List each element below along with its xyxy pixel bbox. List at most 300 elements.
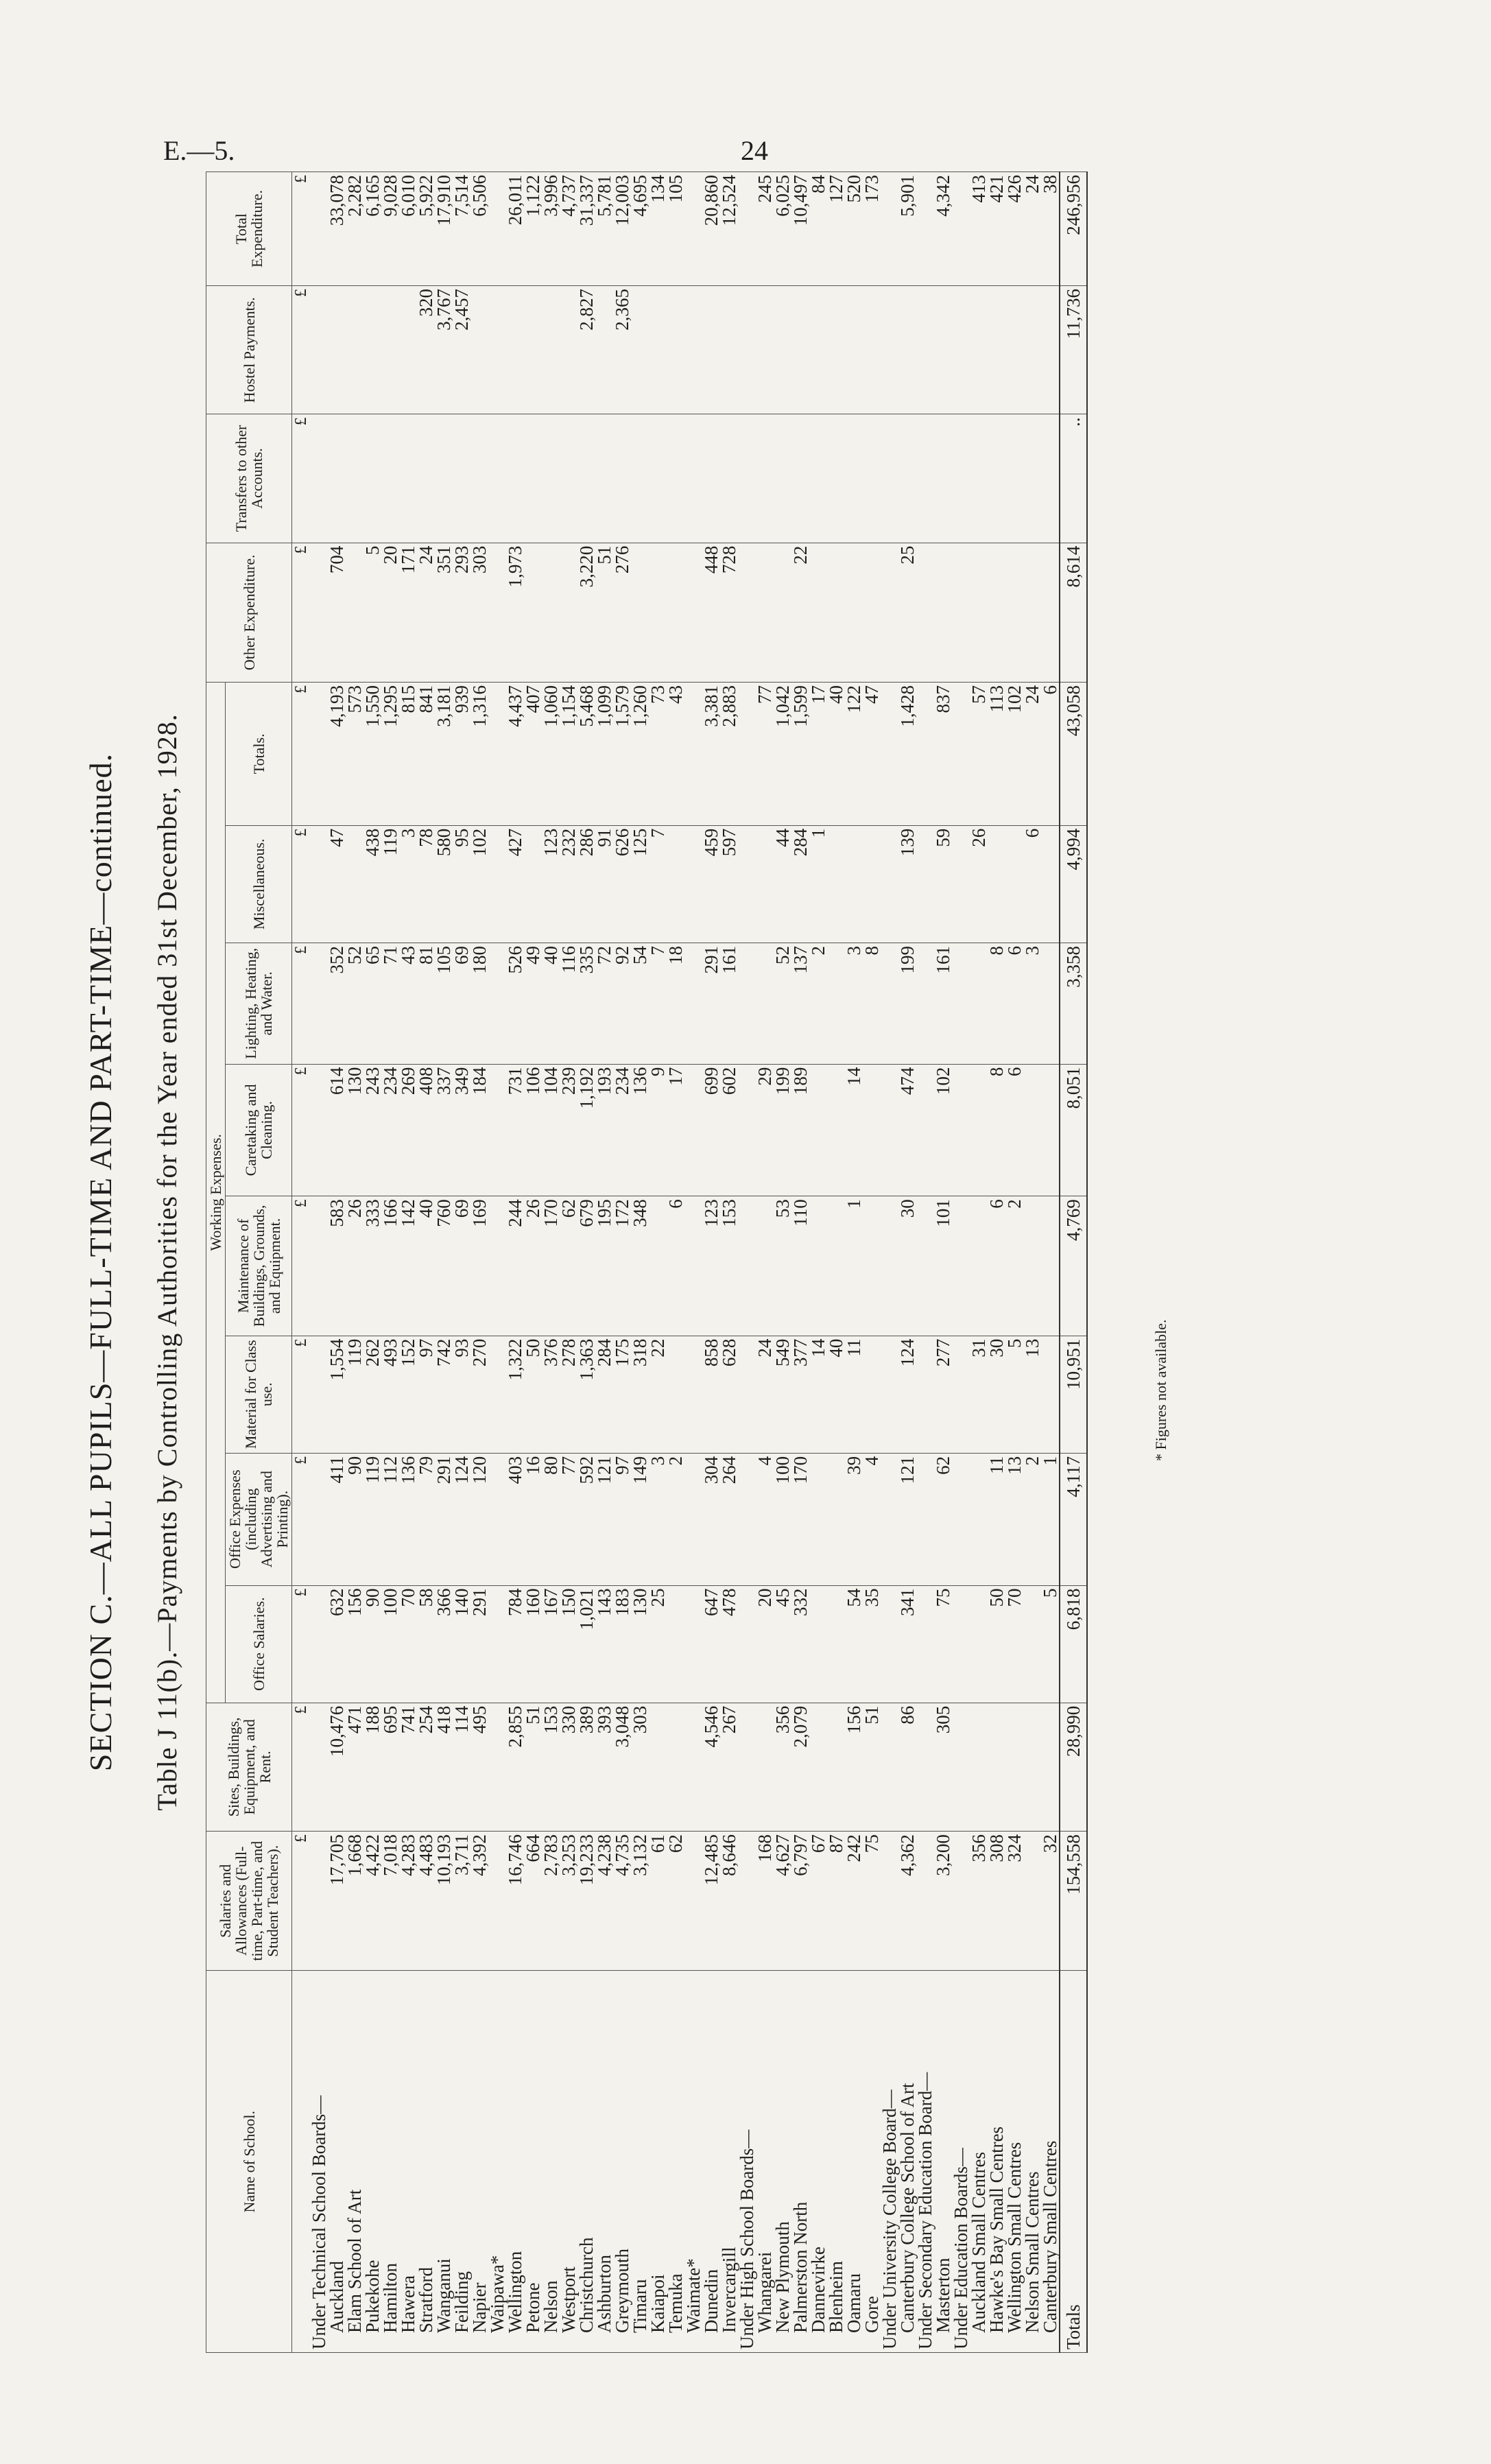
value-cell: 44 xyxy=(774,825,791,943)
value-cell xyxy=(649,286,667,414)
value-cell: 2 xyxy=(1023,1453,1041,1585)
value-cell xyxy=(488,1703,506,1831)
value-cell: 61 xyxy=(649,1832,667,1971)
unit: £ xyxy=(292,825,311,943)
value-cell xyxy=(756,825,774,943)
col-maintenance: Maintenance of Buildings, Grounds, and Equipment. xyxy=(226,1196,292,1336)
value-cell: 3,220 xyxy=(577,543,595,682)
value-cell xyxy=(1023,1832,1041,1971)
school-name: Stratford xyxy=(417,1971,435,2353)
group-header-row xyxy=(738,172,756,2353)
value-cell xyxy=(863,414,881,543)
value-cell: 40 xyxy=(827,682,845,825)
school-name: New Plymouth xyxy=(774,1971,791,2353)
school-name: Dannevirke xyxy=(809,1971,827,2353)
value-cell: 4,735 xyxy=(613,1832,631,1971)
value-cell: 122 xyxy=(845,682,863,825)
value-cell: 54 xyxy=(845,1585,863,1703)
school-name: Pukekohe xyxy=(363,1971,381,2353)
footnote: * Figures not available. xyxy=(1152,1319,1169,1461)
unit: £ xyxy=(292,543,311,682)
value-cell: 184 xyxy=(470,1064,488,1196)
unit: £ xyxy=(292,1336,311,1453)
value-cell xyxy=(310,1196,328,1336)
value-cell: 3 xyxy=(845,943,863,1065)
value-cell xyxy=(952,1703,970,1831)
value-cell: 193 xyxy=(595,1064,613,1196)
table-row xyxy=(613,172,631,2353)
value-cell: 4,283 xyxy=(399,1832,417,1971)
school-name: Gore xyxy=(863,1971,881,2353)
value-cell xyxy=(488,414,506,543)
value-cell: 5,922 xyxy=(417,172,435,286)
value-cell: 448 xyxy=(702,543,720,682)
col-name: Name of School. xyxy=(206,1971,292,2353)
value-cell: 741 xyxy=(399,1703,417,1831)
value-cell: 168 xyxy=(756,1832,774,1971)
value-cell: 267 xyxy=(720,1703,738,1831)
value-cell: 293 xyxy=(453,543,470,682)
value-cell: 335 xyxy=(577,943,595,1065)
school-name: Feilding xyxy=(453,1971,470,2353)
value-cell xyxy=(916,543,934,682)
col-salaries: Salaries and Allowances (Full-time, Part-time, and Student Teachers). xyxy=(206,1832,292,1971)
value-cell: 97 xyxy=(417,1336,435,1453)
value-cell: 239 xyxy=(560,1064,577,1196)
value-cell: 62 xyxy=(934,1453,952,1585)
value-cell xyxy=(898,286,916,414)
value-cell xyxy=(488,943,506,1065)
value-cell xyxy=(310,172,328,286)
table-row xyxy=(863,172,881,2353)
value-cell xyxy=(988,825,1005,943)
col-caretaking: Caretaking and Cleaning. xyxy=(226,1064,292,1196)
value-cell xyxy=(613,414,631,543)
value-cell xyxy=(934,414,952,543)
value-cell xyxy=(684,414,702,543)
value-cell: 234 xyxy=(613,1064,631,1196)
value-cell: 86 xyxy=(898,1703,916,1831)
value-cell: 269 xyxy=(399,1064,417,1196)
value-cell: 14 xyxy=(845,1064,863,1196)
school-name: Hawera xyxy=(399,1971,417,2353)
value-cell xyxy=(684,172,702,286)
value-cell: 351 xyxy=(435,543,453,682)
value-cell: 19,233 xyxy=(577,1832,595,1971)
value-cell xyxy=(524,543,542,682)
value-cell: 10,476 xyxy=(328,1703,346,1831)
value-cell xyxy=(310,1453,328,1585)
value-cell: 695 xyxy=(381,1703,399,1831)
value-cell: 183 xyxy=(613,1585,631,1703)
value-cell: 51 xyxy=(595,543,613,682)
value-cell xyxy=(916,286,934,414)
value-cell xyxy=(684,682,702,825)
value-cell: 6,797 xyxy=(791,1832,809,1971)
value-cell: 337 xyxy=(435,1064,453,1196)
value-cell: 160 xyxy=(524,1585,542,1703)
value-cell: 156 xyxy=(346,1585,363,1703)
value-cell: 6 xyxy=(1005,943,1023,1065)
value-cell: 284 xyxy=(595,1336,613,1453)
value-cell: 121 xyxy=(898,1453,916,1585)
value-cell xyxy=(738,1196,756,1336)
value-cell: 142 xyxy=(399,1196,417,1336)
value-cell: 72 xyxy=(595,943,613,1065)
value-cell: 102 xyxy=(470,825,488,943)
table-row xyxy=(934,172,952,2353)
value-cell xyxy=(970,286,988,414)
value-cell: 7,514 xyxy=(453,172,470,286)
value-cell: 7 xyxy=(649,943,667,1065)
value-cell: 324 xyxy=(1005,1832,1023,1971)
value-cell: 39 xyxy=(845,1453,863,1585)
value-cell: 87 xyxy=(827,1832,845,1971)
value-cell xyxy=(399,286,417,414)
value-cell xyxy=(952,172,970,286)
school-name: Elam School of Art xyxy=(346,1971,363,2353)
value-cell xyxy=(827,414,845,543)
value-cell: 24 xyxy=(756,1336,774,1453)
value-cell xyxy=(738,414,756,543)
value-cell: 59 xyxy=(934,825,952,943)
value-cell xyxy=(328,414,346,543)
value-cell: 180 xyxy=(470,943,488,1065)
value-cell xyxy=(1023,414,1041,543)
value-cell: 106 xyxy=(524,1064,542,1196)
value-cell xyxy=(809,543,827,682)
value-cell: 57 xyxy=(970,682,988,825)
value-cell: 3,200 xyxy=(934,1832,952,1971)
value-cell xyxy=(863,543,881,682)
col-other: Other Expenditure. xyxy=(206,543,292,682)
value-cell: 1,322 xyxy=(506,1336,524,1453)
value-cell xyxy=(488,825,506,943)
value-cell xyxy=(881,1453,898,1585)
value-cell xyxy=(827,1064,845,1196)
value-cell xyxy=(952,682,970,825)
value-cell: 22 xyxy=(649,1336,667,1453)
value-cell: 245 xyxy=(756,172,774,286)
value-cell: 69 xyxy=(453,943,470,1065)
value-cell xyxy=(488,1453,506,1585)
value-cell xyxy=(970,1585,988,1703)
value-cell: 13 xyxy=(1023,1336,1041,1453)
value-cell xyxy=(756,414,774,543)
value-cell: 3,181 xyxy=(435,682,453,825)
value-cell: 52 xyxy=(346,943,363,1065)
value-cell: 426 xyxy=(1005,172,1023,286)
value-cell xyxy=(542,543,560,682)
value-cell: 40 xyxy=(417,1196,435,1336)
value-cell xyxy=(310,943,328,1065)
value-cell xyxy=(881,414,898,543)
value-cell xyxy=(738,543,756,682)
value-cell: 10,951 xyxy=(1060,1336,1087,1453)
value-cell: 699 xyxy=(702,1064,720,1196)
value-cell: 6 xyxy=(988,1196,1005,1336)
value-cell: 376 xyxy=(542,1336,560,1453)
value-cell xyxy=(827,286,845,414)
value-cell: 1 xyxy=(845,1196,863,1336)
table-row xyxy=(595,172,613,2353)
value-cell xyxy=(1005,414,1023,543)
value-cell xyxy=(684,1703,702,1831)
value-cell xyxy=(916,1336,934,1453)
value-cell xyxy=(684,1585,702,1703)
value-cell xyxy=(738,1453,756,1585)
value-cell xyxy=(488,172,506,286)
value-cell: 262 xyxy=(363,1336,381,1453)
value-cell xyxy=(470,414,488,543)
value-cell: 3,996 xyxy=(542,172,560,286)
value-cell xyxy=(1023,1064,1041,1196)
value-cell: 149 xyxy=(631,1453,649,1585)
value-cell: 3,358 xyxy=(1060,943,1087,1065)
value-cell xyxy=(738,1703,756,1831)
value-cell: 137 xyxy=(791,943,809,1065)
value-cell: 4,546 xyxy=(702,1703,720,1831)
value-cell xyxy=(845,286,863,414)
value-cell: 143 xyxy=(595,1585,613,1703)
value-cell: 10,193 xyxy=(435,1832,453,1971)
value-cell: 5 xyxy=(1041,1585,1060,1703)
value-cell xyxy=(1041,286,1060,414)
value-cell: 7 xyxy=(649,825,667,943)
value-cell: 4,392 xyxy=(470,1832,488,1971)
value-cell: 105 xyxy=(435,943,453,1065)
value-cell: 172 xyxy=(613,1196,631,1336)
value-cell xyxy=(417,414,435,543)
value-cell: 175 xyxy=(613,1336,631,1453)
value-cell xyxy=(453,414,470,543)
school-name: Petone xyxy=(524,1971,542,2353)
value-cell: 17,705 xyxy=(328,1832,346,1971)
value-cell: 413 xyxy=(970,172,988,286)
value-cell xyxy=(346,286,363,414)
school-name: Timaru xyxy=(631,1971,649,2353)
value-cell: 134 xyxy=(649,172,667,286)
school-name: Christchurch xyxy=(577,1971,595,2353)
value-cell: 22 xyxy=(791,543,809,682)
table-row xyxy=(506,172,524,2353)
value-cell: 291 xyxy=(702,943,720,1065)
table-row xyxy=(381,172,399,2353)
value-cell xyxy=(845,543,863,682)
value-cell: 93 xyxy=(453,1336,470,1453)
value-cell: 264 xyxy=(720,1453,738,1585)
value-cell: 303 xyxy=(631,1703,649,1831)
value-cell: 124 xyxy=(453,1453,470,1585)
value-cell: 2,079 xyxy=(791,1703,809,1831)
value-cell xyxy=(881,825,898,943)
value-cell: 3 xyxy=(1023,943,1041,1065)
table-row xyxy=(417,172,435,2353)
value-cell: 731 xyxy=(506,1064,524,1196)
value-cell: 411 xyxy=(328,1453,346,1585)
value-cell: 113 xyxy=(988,682,1005,825)
value-cell: 592 xyxy=(577,1453,595,1585)
value-cell xyxy=(684,543,702,682)
value-cell: 12,485 xyxy=(702,1832,720,1971)
value-cell: 189 xyxy=(791,1064,809,1196)
value-cell xyxy=(1023,1585,1041,1703)
value-cell: 291 xyxy=(470,1585,488,1703)
value-cell: 49 xyxy=(524,943,542,1065)
value-cell: 520 xyxy=(845,172,863,286)
value-cell xyxy=(863,825,881,943)
value-cell: 14 xyxy=(809,1336,827,1453)
value-cell xyxy=(488,1064,506,1196)
value-cell: 124 xyxy=(898,1336,916,1453)
section-title: SECTION C.—ALL PUPILS—FULL-TIME AND PART-TIME—continued. xyxy=(83,753,118,1772)
value-cell: 95 xyxy=(453,825,470,943)
value-cell xyxy=(791,414,809,543)
value-cell xyxy=(827,543,845,682)
value-cell xyxy=(1023,286,1041,414)
value-cell: 4,437 xyxy=(506,682,524,825)
value-cell xyxy=(488,286,506,414)
group-header-row xyxy=(310,172,328,2353)
school-name: Wanganui xyxy=(435,1971,453,2353)
value-cell xyxy=(970,1703,988,1831)
value-cell: 4,342 xyxy=(934,172,952,286)
value-cell: 11 xyxy=(988,1453,1005,1585)
value-cell: 116 xyxy=(560,943,577,1065)
value-cell xyxy=(738,286,756,414)
value-cell: 4 xyxy=(756,1453,774,1585)
value-cell: 102 xyxy=(934,1064,952,1196)
value-cell xyxy=(667,286,684,414)
school-name: Under High School Boards— xyxy=(738,1971,756,2353)
value-cell: 270 xyxy=(470,1336,488,1453)
value-cell xyxy=(916,825,934,943)
value-cell xyxy=(649,414,667,543)
value-cell: 104 xyxy=(542,1064,560,1196)
value-cell xyxy=(1041,1196,1060,1336)
value-cell xyxy=(310,543,328,682)
value-cell xyxy=(506,414,524,543)
col-material: Material for Class use. xyxy=(226,1336,292,1453)
value-cell: .. xyxy=(1060,414,1087,543)
value-cell: 254 xyxy=(417,1703,435,1831)
school-name: Dunedin xyxy=(702,1971,720,2353)
table-row xyxy=(845,172,863,2353)
value-cell: 5 xyxy=(1005,1336,1023,1453)
school-name: Under Secondary Education Board— xyxy=(916,1971,934,2353)
col-totals: Totals. xyxy=(226,682,292,825)
value-cell: 119 xyxy=(363,1453,381,1585)
value-cell: 305 xyxy=(934,1703,952,1831)
value-cell: 3 xyxy=(649,1453,667,1585)
table-row xyxy=(970,172,988,2353)
school-name: Ashburton xyxy=(595,1971,613,2353)
value-cell: 29 xyxy=(756,1064,774,1196)
table-title: Table J 11(b).—Payments by Controlling Authorities for the Year ended 31st December, 1928. xyxy=(152,713,182,1811)
value-cell: 6 xyxy=(1041,682,1060,825)
value-cell xyxy=(1041,543,1060,682)
value-cell: 54 xyxy=(631,943,649,1065)
value-cell: 6,010 xyxy=(399,172,417,286)
value-cell: 308 xyxy=(988,1832,1005,1971)
value-cell xyxy=(363,414,381,543)
value-cell: 1,363 xyxy=(577,1336,595,1453)
unit: £ xyxy=(292,682,311,825)
value-cell: 10,497 xyxy=(791,172,809,286)
value-cell: 626 xyxy=(613,825,631,943)
value-cell: 8,614 xyxy=(1060,543,1087,682)
value-cell xyxy=(952,1064,970,1196)
value-cell: 166 xyxy=(381,1196,399,1336)
value-cell: 43 xyxy=(399,943,417,1065)
value-cell: 471 xyxy=(346,1703,363,1831)
value-cell: 12,003 xyxy=(613,172,631,286)
value-cell: 20 xyxy=(381,543,399,682)
value-cell xyxy=(595,414,613,543)
value-cell xyxy=(1041,1703,1060,1831)
value-cell: 45 xyxy=(774,1585,791,1703)
value-cell: 679 xyxy=(577,1196,595,1336)
value-cell xyxy=(720,414,738,543)
table-row xyxy=(649,172,667,2353)
value-cell: 195 xyxy=(595,1196,613,1336)
school-name: Auckland Small Centres xyxy=(970,1971,988,2353)
value-cell xyxy=(845,414,863,543)
value-cell: 91 xyxy=(595,825,613,943)
value-cell: 232 xyxy=(560,825,577,943)
value-cell: 73 xyxy=(649,682,667,825)
value-cell xyxy=(488,543,506,682)
value-cell: 47 xyxy=(328,825,346,943)
value-cell: 377 xyxy=(791,1336,809,1453)
value-cell: 62 xyxy=(667,1832,684,1971)
value-cell xyxy=(1023,1196,1041,1336)
unit: £ xyxy=(292,172,311,286)
value-cell: 58 xyxy=(417,1585,435,1703)
value-cell xyxy=(791,286,809,414)
value-cell: 5,901 xyxy=(898,172,916,286)
value-cell xyxy=(1041,825,1060,943)
value-cell: 4,695 xyxy=(631,172,649,286)
table-row xyxy=(346,172,363,2353)
value-cell: 38 xyxy=(1041,172,1060,286)
value-cell: 244 xyxy=(506,1196,524,1336)
value-cell xyxy=(488,1585,506,1703)
table-row xyxy=(898,172,916,2353)
value-cell xyxy=(952,825,970,943)
value-cell: 51 xyxy=(524,1703,542,1831)
value-cell xyxy=(684,1453,702,1585)
value-cell: 8 xyxy=(988,943,1005,1065)
value-cell xyxy=(809,286,827,414)
value-cell: 1,550 xyxy=(363,682,381,825)
school-name: Westport xyxy=(560,1971,577,2353)
value-cell: 1,042 xyxy=(774,682,791,825)
value-cell: 1,973 xyxy=(506,543,524,682)
value-cell xyxy=(934,543,952,682)
value-cell: 97 xyxy=(613,1453,631,1585)
school-name: Canterbury College School of Art xyxy=(898,1971,916,2353)
value-cell: 24 xyxy=(1023,172,1041,286)
value-cell xyxy=(881,286,898,414)
value-cell: 632 xyxy=(328,1585,346,1703)
units-row xyxy=(292,172,311,2353)
value-cell: 549 xyxy=(774,1336,791,1453)
value-cell: 130 xyxy=(346,1064,363,1196)
value-cell: 4,193 xyxy=(328,682,346,825)
value-cell xyxy=(649,543,667,682)
value-cell: 12,524 xyxy=(720,172,738,286)
